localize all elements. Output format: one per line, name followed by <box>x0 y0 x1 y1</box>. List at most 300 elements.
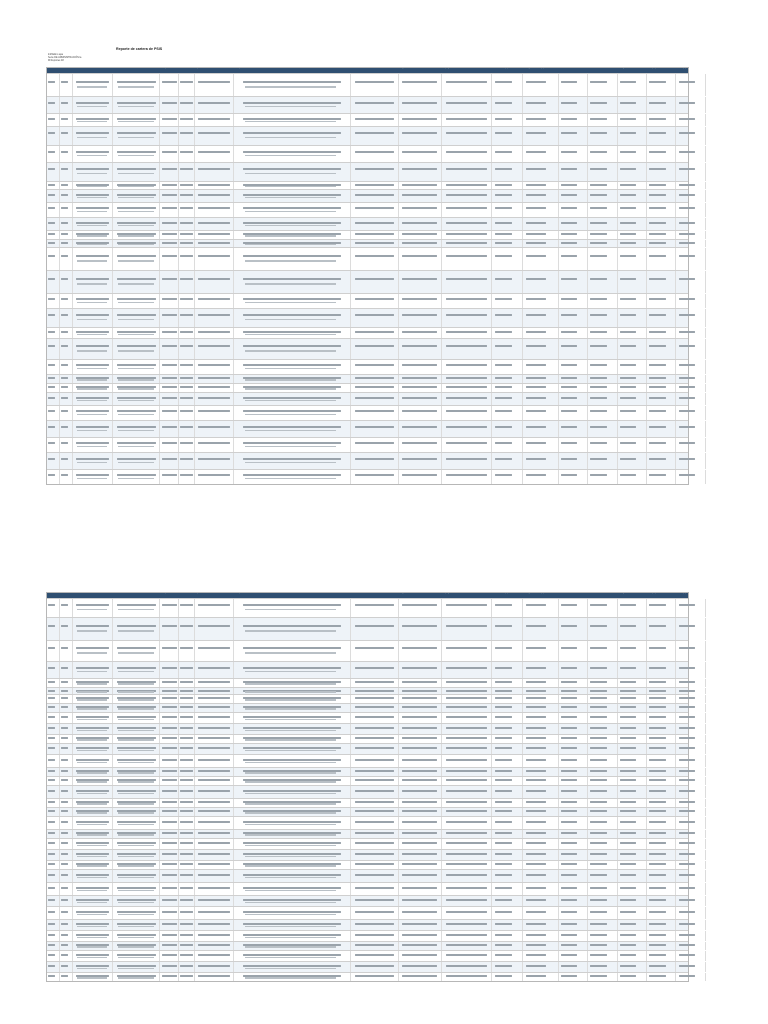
table-row <box>47 374 688 383</box>
table-cell <box>73 861 113 869</box>
column-header: Devengado 2016 <box>618 68 631 69</box>
table-cell <box>618 453 647 469</box>
table-cell <box>676 339 705 359</box>
table-cell <box>618 744 647 754</box>
table-cell <box>160 861 179 869</box>
table-row <box>47 687 688 694</box>
table-cell <box>399 218 442 230</box>
table-cell <box>676 768 705 776</box>
table-cell <box>647 768 676 776</box>
table-row <box>47 359 688 374</box>
table-cell <box>113 114 160 126</box>
table-row <box>47 767 688 776</box>
table-cell <box>195 951 233 961</box>
table-row <box>47 972 688 981</box>
table-cell <box>588 850 617 860</box>
table-cell <box>523 850 558 860</box>
table-cell <box>676 695 705 703</box>
table-cell <box>179 127 195 145</box>
table-cell <box>442 182 492 189</box>
table-cell <box>73 942 113 950</box>
table-cell <box>47 920 60 930</box>
table-cell <box>492 360 523 374</box>
table-cell <box>160 713 179 723</box>
table-cell <box>60 920 73 930</box>
table-cell <box>492 704 523 712</box>
table-cell <box>73 114 113 126</box>
table-cell <box>618 294 647 308</box>
table-cell <box>442 870 492 882</box>
table-cell <box>399 641 442 661</box>
table-cell <box>60 896 73 906</box>
table-cell <box>47 74 60 96</box>
table-cell <box>618 438 647 452</box>
table-cell <box>73 294 113 308</box>
table-cell <box>195 618 233 640</box>
table-cell <box>492 973 523 981</box>
table-cell <box>351 393 398 405</box>
table-cell <box>47 421 60 437</box>
table-cell <box>399 74 442 96</box>
table-cell <box>195 973 233 981</box>
table-cell <box>195 271 233 293</box>
table-cell <box>179 951 195 961</box>
table-cell <box>234 240 352 247</box>
table-cell <box>559 309 588 327</box>
table-cell <box>442 786 492 798</box>
table-cell <box>73 786 113 798</box>
table-cell <box>73 618 113 640</box>
table-cell <box>523 328 558 338</box>
table-cell <box>399 114 442 126</box>
table-cell <box>113 163 160 181</box>
table-cell <box>523 786 558 798</box>
table-cell <box>588 839 617 849</box>
table-cell <box>195 375 233 383</box>
table-cell <box>113 453 160 469</box>
table-cell <box>47 309 60 327</box>
table-cell <box>160 786 179 798</box>
table-cell <box>492 375 523 383</box>
table-cell <box>588 688 617 694</box>
table-cell <box>618 808 647 816</box>
table-cell <box>618 713 647 723</box>
table-cell <box>113 384 160 392</box>
table-cell <box>195 248 233 270</box>
table-cell <box>234 688 352 694</box>
table-cell <box>47 339 60 359</box>
table-cell <box>647 744 676 754</box>
table-cell <box>47 393 60 405</box>
table-cell <box>351 799 398 807</box>
table-cell <box>113 97 160 113</box>
table-cell <box>47 248 60 270</box>
table-cell <box>523 339 558 359</box>
table-cell <box>523 861 558 869</box>
table-cell <box>60 97 73 113</box>
table-cell <box>618 328 647 338</box>
table-cell <box>47 218 60 230</box>
table-cell <box>492 421 523 437</box>
table-cell <box>60 713 73 723</box>
table-cell <box>399 735 442 743</box>
table-cell <box>160 375 179 383</box>
table-cell <box>523 641 558 661</box>
table-cell <box>179 839 195 849</box>
table-cell <box>351 599 398 617</box>
table-cell <box>60 470 73 484</box>
table-cell <box>160 942 179 950</box>
table-cell <box>492 962 523 972</box>
table-cell <box>442 883 492 895</box>
table-row <box>47 694 688 703</box>
table-cell <box>647 97 676 113</box>
table-cell <box>195 127 233 145</box>
table-cell <box>47 641 60 661</box>
table-cell <box>523 406 558 420</box>
table-cell <box>113 883 160 895</box>
table-cell <box>559 384 588 392</box>
table-cell <box>47 695 60 703</box>
table-cell <box>618 755 647 767</box>
table-cell <box>351 182 398 189</box>
table-cell <box>234 339 352 359</box>
table-cell <box>351 850 398 860</box>
table-cell <box>160 870 179 882</box>
table-cell <box>351 163 398 181</box>
table-cell <box>523 127 558 145</box>
table-cell <box>559 907 588 919</box>
table-cell <box>399 808 442 816</box>
table-cell <box>442 755 492 767</box>
table-cell <box>559 688 588 694</box>
table-row <box>47 181 688 189</box>
table-cell <box>195 384 233 392</box>
table-cell <box>442 962 492 972</box>
table-cell <box>195 931 233 941</box>
table-cell <box>676 850 705 860</box>
table-cell <box>195 870 233 882</box>
table-cell <box>195 777 233 785</box>
table-cell <box>523 248 558 270</box>
table-cell <box>234 421 352 437</box>
table-cell <box>559 777 588 785</box>
table-cell <box>588 294 617 308</box>
table-cell <box>113 248 160 270</box>
table-cell <box>492 453 523 469</box>
table-cell <box>492 309 523 327</box>
table-cell <box>160 599 179 617</box>
table-cell <box>559 768 588 776</box>
table-cell <box>492 470 523 484</box>
table-cell <box>47 704 60 712</box>
table-cell <box>179 808 195 816</box>
table-cell <box>647 962 676 972</box>
table-cell <box>60 962 73 972</box>
table-cell <box>113 907 160 919</box>
table-cell <box>73 438 113 452</box>
table-row <box>47 941 688 950</box>
table-cell <box>160 679 179 687</box>
table-cell <box>588 218 617 230</box>
table-cell <box>399 920 442 930</box>
table-cell <box>676 231 705 239</box>
table-cell <box>179 799 195 807</box>
table-row <box>47 906 688 919</box>
table-row <box>47 723 688 734</box>
table-cell <box>179 688 195 694</box>
table-cell <box>160 240 179 247</box>
table-cell <box>351 218 398 230</box>
table-row <box>47 950 688 961</box>
table-cell <box>523 453 558 469</box>
table-cell <box>676 973 705 981</box>
table-cell <box>47 384 60 392</box>
table-cell <box>195 599 233 617</box>
table-cell <box>351 951 398 961</box>
table-cell <box>113 713 160 723</box>
column-header: Nombre <box>180 593 186 594</box>
table-row <box>47 869 688 882</box>
table-cell <box>179 339 195 359</box>
table-cell <box>47 755 60 767</box>
table-row <box>47 162 688 181</box>
table-cell <box>234 271 352 293</box>
table-cell <box>351 248 398 270</box>
meta-line: M Reportes 48 <box>48 59 64 62</box>
table-cell <box>195 755 233 767</box>
table-cell <box>442 662 492 678</box>
table-row <box>47 598 688 617</box>
table-cell <box>676 114 705 126</box>
table-cell <box>588 951 617 961</box>
table-cell <box>399 182 442 189</box>
table-row <box>47 217 688 230</box>
table-cell <box>73 679 113 687</box>
column-header: Entidad <box>73 593 80 594</box>
table-cell <box>47 724 60 734</box>
table-cell <box>179 453 195 469</box>
table-cell <box>47 599 60 617</box>
table-cell <box>647 808 676 816</box>
table-cell <box>442 360 492 374</box>
table-cell <box>399 744 442 754</box>
table-cell <box>351 114 398 126</box>
table-cell <box>442 808 492 816</box>
table-cell <box>399 942 442 950</box>
table-cell <box>160 920 179 930</box>
table-cell <box>113 328 160 338</box>
table-cell <box>73 599 113 617</box>
table-cell <box>523 817 558 829</box>
table-cell <box>179 406 195 420</box>
table-cell <box>399 883 442 895</box>
table-cell <box>113 203 160 217</box>
table-cell <box>647 942 676 950</box>
table-cell <box>73 951 113 961</box>
table-cell <box>160 127 179 145</box>
table-cell <box>179 817 195 829</box>
table-cell <box>47 271 60 293</box>
table-cell <box>559 146 588 162</box>
table-body <box>47 73 688 484</box>
table-cell <box>588 861 617 869</box>
table-cell <box>179 724 195 734</box>
table-row <box>47 743 688 754</box>
table-cell <box>492 870 523 882</box>
table-cell <box>113 799 160 807</box>
table-cell <box>234 799 352 807</box>
table-row <box>47 882 688 895</box>
table-cell <box>523 384 558 392</box>
table-row <box>47 452 688 469</box>
table-cell <box>676 870 705 882</box>
table-cell <box>647 375 676 383</box>
table-cell <box>523 271 558 293</box>
table-cell <box>60 735 73 743</box>
table-cell <box>47 786 60 798</box>
column-header: Entidad <box>73 68 80 69</box>
table-cell <box>195 74 233 96</box>
table-cell <box>113 777 160 785</box>
table-cell <box>523 839 558 849</box>
table-cell <box>618 973 647 981</box>
table-cell <box>676 861 705 869</box>
table-cell <box>618 962 647 972</box>
table-cell <box>160 641 179 661</box>
table-cell <box>647 713 676 723</box>
table-cell <box>160 704 179 712</box>
table-cell <box>113 896 160 906</box>
table-row <box>47 247 688 270</box>
table-cell <box>399 309 442 327</box>
table-cell <box>179 231 195 239</box>
table-cell <box>73 870 113 882</box>
table-cell <box>523 74 558 96</box>
table-cell <box>60 768 73 776</box>
table-cell <box>351 768 398 776</box>
table-cell <box>523 470 558 484</box>
table-cell <box>351 735 398 743</box>
table-cell <box>492 218 523 230</box>
table-cell <box>47 679 60 687</box>
table-cell <box>195 942 233 950</box>
table-cell <box>195 294 233 308</box>
table-cell <box>647 421 676 437</box>
table-cell <box>676 97 705 113</box>
table-row <box>47 239 688 247</box>
table-cell <box>618 393 647 405</box>
table-cell <box>60 870 73 882</box>
table-cell <box>179 704 195 712</box>
table-cell <box>442 744 492 754</box>
column-header: PIA 2016 <box>559 68 567 69</box>
table-cell <box>113 755 160 767</box>
table-cell <box>618 248 647 270</box>
table-cell <box>60 662 73 678</box>
table-cell <box>113 406 160 420</box>
table-row <box>47 293 688 308</box>
table-cell <box>73 817 113 829</box>
table-cell <box>195 360 233 374</box>
table-cell <box>160 182 179 189</box>
table-cell <box>559 870 588 882</box>
table-cell <box>234 231 352 239</box>
table-cell <box>179 777 195 785</box>
table-row <box>47 930 688 941</box>
table-cell <box>160 777 179 785</box>
table-cell <box>47 973 60 981</box>
table-cell <box>399 203 442 217</box>
table-cell <box>442 951 492 961</box>
table-cell <box>47 328 60 338</box>
table-cell <box>73 203 113 217</box>
table-cell <box>588 74 617 96</box>
table-cell <box>60 74 73 96</box>
table-cell <box>676 618 705 640</box>
table-cell <box>351 74 398 96</box>
table-cell <box>442 735 492 743</box>
table-cell <box>195 641 233 661</box>
table-cell <box>60 453 73 469</box>
table-row <box>47 327 688 338</box>
table-cell <box>47 830 60 838</box>
table-cell <box>195 97 233 113</box>
table-cell <box>618 406 647 420</box>
table-cell <box>588 870 617 882</box>
table-cell <box>676 146 705 162</box>
table-cell <box>73 883 113 895</box>
table-cell <box>588 309 617 327</box>
table-cell <box>676 713 705 723</box>
table-cell <box>351 453 398 469</box>
table-cell <box>492 850 523 860</box>
table-cell <box>442 203 492 217</box>
table-cell <box>588 339 617 359</box>
table-cell <box>179 438 195 452</box>
table-cell <box>113 360 160 374</box>
table-cell <box>234 744 352 754</box>
table-cell <box>73 97 113 113</box>
table-cell <box>523 97 558 113</box>
table-cell <box>588 182 617 189</box>
meta-line: Serie DE ADMINISTRACIÓN la <box>48 56 82 59</box>
table-cell <box>676 896 705 906</box>
table-cell <box>113 190 160 202</box>
table-cell <box>73 641 113 661</box>
table-cell <box>647 438 676 452</box>
table-cell <box>647 294 676 308</box>
table-cell <box>113 618 160 640</box>
table-cell <box>195 920 233 930</box>
table-cell <box>559 920 588 930</box>
table-cell <box>492 271 523 293</box>
table-cell <box>234 850 352 860</box>
table-cell <box>618 942 647 950</box>
table-cell <box>234 830 352 838</box>
table-cell <box>399 768 442 776</box>
table-cell <box>647 662 676 678</box>
table-cell <box>47 799 60 807</box>
table-cell <box>113 182 160 189</box>
table-cell <box>399 190 442 202</box>
table-cell <box>618 190 647 202</box>
table-cell <box>647 384 676 392</box>
column-header: Avance (%) <box>677 68 686 69</box>
table-cell <box>160 931 179 941</box>
table-cell <box>195 309 233 327</box>
table-cell <box>676 328 705 338</box>
